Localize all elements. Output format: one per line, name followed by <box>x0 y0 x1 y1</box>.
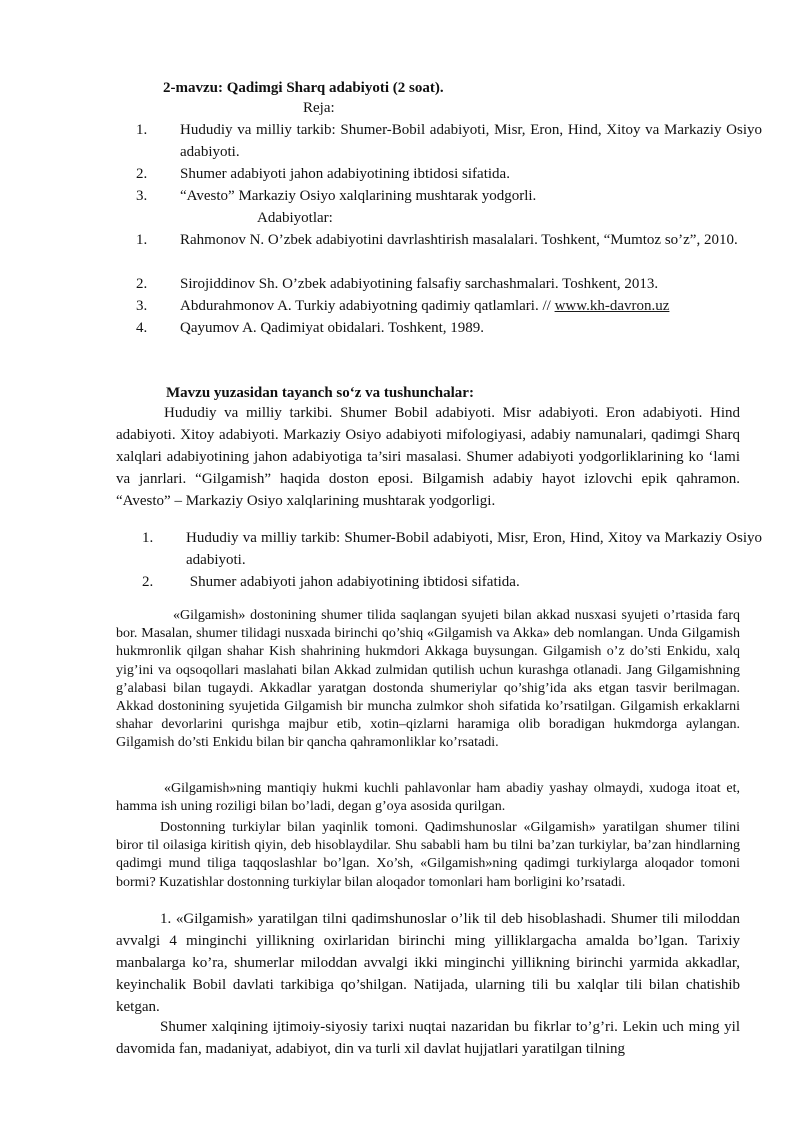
body-paragraph-1: «Gilgamish» dostonining shumer tilida saqlangan syujeti bilan akkad nusxasi syujeti o’rtasida farq bor. Masalan, shumer tilidagi nusxada birinchi qo’shiq «Gilgamish va Akka» deb nomlangan. Unda Gilgamish hukmronlik qilgan shahar Kish shahrining hukmdori Akkaga buysungan. Gilgamish o’z do’sti Enkidu, xalq yig’ini va oqsoqollari maslahati bilan Akkad zulmidan qutilish uchun kurashga otlanadi. Jang Gilgamishning g’alabasi bilan tugaydi. Akkadlar yaratgan dostonda shumeriylar qo’shig’ida aks etgan tasvir berilmagan. Akkad dostonining syujetida Gilgamish bir muncha zulmkor shoh sifatida ko’rsatilgan. Gilgamish erkaklarni shahar devorlarini qurishga majbur etib, xotin–qizlarni haramiga olib boradigan hukmdorga aylangan. Gilgamish do’sti Enkidu bilan bir qancha qahramonliklar ko’rsatadi. <box>116 608 740 751</box>
tayanch-heading: Mavzu yuzasidan tayanch so‘z va tushunchalar: <box>166 385 474 401</box>
adabiyot-item-1: 1. Rahmonov N. O’zbek adabiyotini davrlashtirish masalalari. Toshkent, “Mumtoz so’z”, 2010. <box>136 232 738 248</box>
list2-item-1: 1. Hududiy va milliy tarkib: Shumer-Bobil adabiyoti, Misr, Eron, Hind, Xitoy va Markaziy Osiyo adabiyoti. <box>142 530 762 568</box>
body-paragraph-4: 1. «Gilgamish» yaratilgan tilni qadimshunoslar o’lik til deb hisoblashadi. Shumer tili miloddan avvalgi 4 minginchi yillikning oxirlaridan birinchi ming yilliklargacha amalda bo’lgan. Tarixiy manbalarga ko’ra, shumerlar miloddan avvalgi ikki minginchi yillikning birinchi yarmida akkadlar, keyinchalik Bobil davlati tarkibiga qo’shilgan. Natijada, ularning tili bu xalqlar tili bilan chatishib ketgan. <box>116 911 740 1015</box>
body-paragraph-2: «Gilgamish»ning mantiqiy hukmi kuchli pahlavonlar ham abadiy yashay olmaydi, xudoga itoat et, hamma ish uning roziligi bilan bo’ladi, degan g’oya asosida qurilgan. <box>116 781 740 815</box>
adabiyot-item-4: 4. Qayumov A. Qadimiyat obidalari. Toshkent, 1989. <box>136 320 485 336</box>
body-paragraph-3: Dostonning turkiylar bilan yaqinlik tomoni. Qadimshunoslar «Gilgamish» yaratilgan shumer tilini biror til oilasiga kiritish qiyin, deb hisoblaydilar. Shu sababli ham bu tilni ba’zan turkiylar, ba’zan hindlarning qadimgi mund tiliga taqqoslashlar bo’lgan. Xo’sh, «Gilgamish»ning qadimgi turkiylarga aloqador tomoni bormi? Kuzatishlar dostonning turkiylar bilan aloqador tomonlari ham borligini ko’rsatadi. <box>116 820 740 890</box>
website-link[interactable]: www.kh-davron.uz <box>554 298 670 314</box>
tayanch-text: Hududiy va milliy tarkibi. Shumer Bobil adabiyoti. Misr adabiyoti. Eron adabiyoti. Hind adabiyoti. Xitoy adabiyoti. Markaziy Osiyo adabiyoti mifologiyasi, adabiy namunalari, qadimgi Sharq xalqlari adabiyotining jahon adabiyotiga ta’siri masalasi. Shumer adabiyoti yodgorliklarining ko ‘lami va janrlari. “Gilgamish” haqida doston eposi. Bilgamish adabiy hayot izlovchi epik qahramon. “Avesto” – Markaziy Osiyo xalqlarining mushtarak yodgorligi. <box>116 405 740 509</box>
reja-item-3: 3. “Avesto” Markaziy Osiyo xalqlarining mushtarak yodgorli. <box>136 188 537 204</box>
reja-heading: Reja: <box>303 100 335 116</box>
adabiyotlar-heading: Adabiyotlar: <box>257 210 333 226</box>
reja-item-2: 2. Shumer adabiyoti jahon adabiyotining ibtidosi sifatida. <box>136 166 510 182</box>
adabiyot-item-2: 2. Sirojiddinov Sh. O’zbek adabiyotining falsafiy sarchashmalari. Toshkent, 2013. <box>136 276 659 292</box>
page-title: 2-mavzu: Qadimgi Sharq adabiyoti (2 soat). <box>163 80 444 96</box>
body-paragraph-5: Shumer xalqining ijtimoiy-siyosiy tarixi nuqtai nazaridan bu fikrlar to’g’ri. Lekin uch ming yil davomida fan, madaniyat, adabiyot, din va turli xil davlat hujjatlari yaratilgan tilning <box>116 1019 740 1057</box>
reja-item-1: 1. Hududiy va milliy tarkib: Shumer-Bobil adabiyoti, Misr, Eron, Hind, Xitoy va Markaziy Osiyo adabiyoti. <box>136 122 762 160</box>
list2-item-2: 2. Shumer adabiyoti jahon adabiyotining ibtidosi sifatida. <box>142 574 520 590</box>
adabiyot-item-3: 3. Abdurahmonov A. Turkiy adabiyotning qadimiy qatlamlari. // www.kh-davron.uz <box>136 298 670 314</box>
